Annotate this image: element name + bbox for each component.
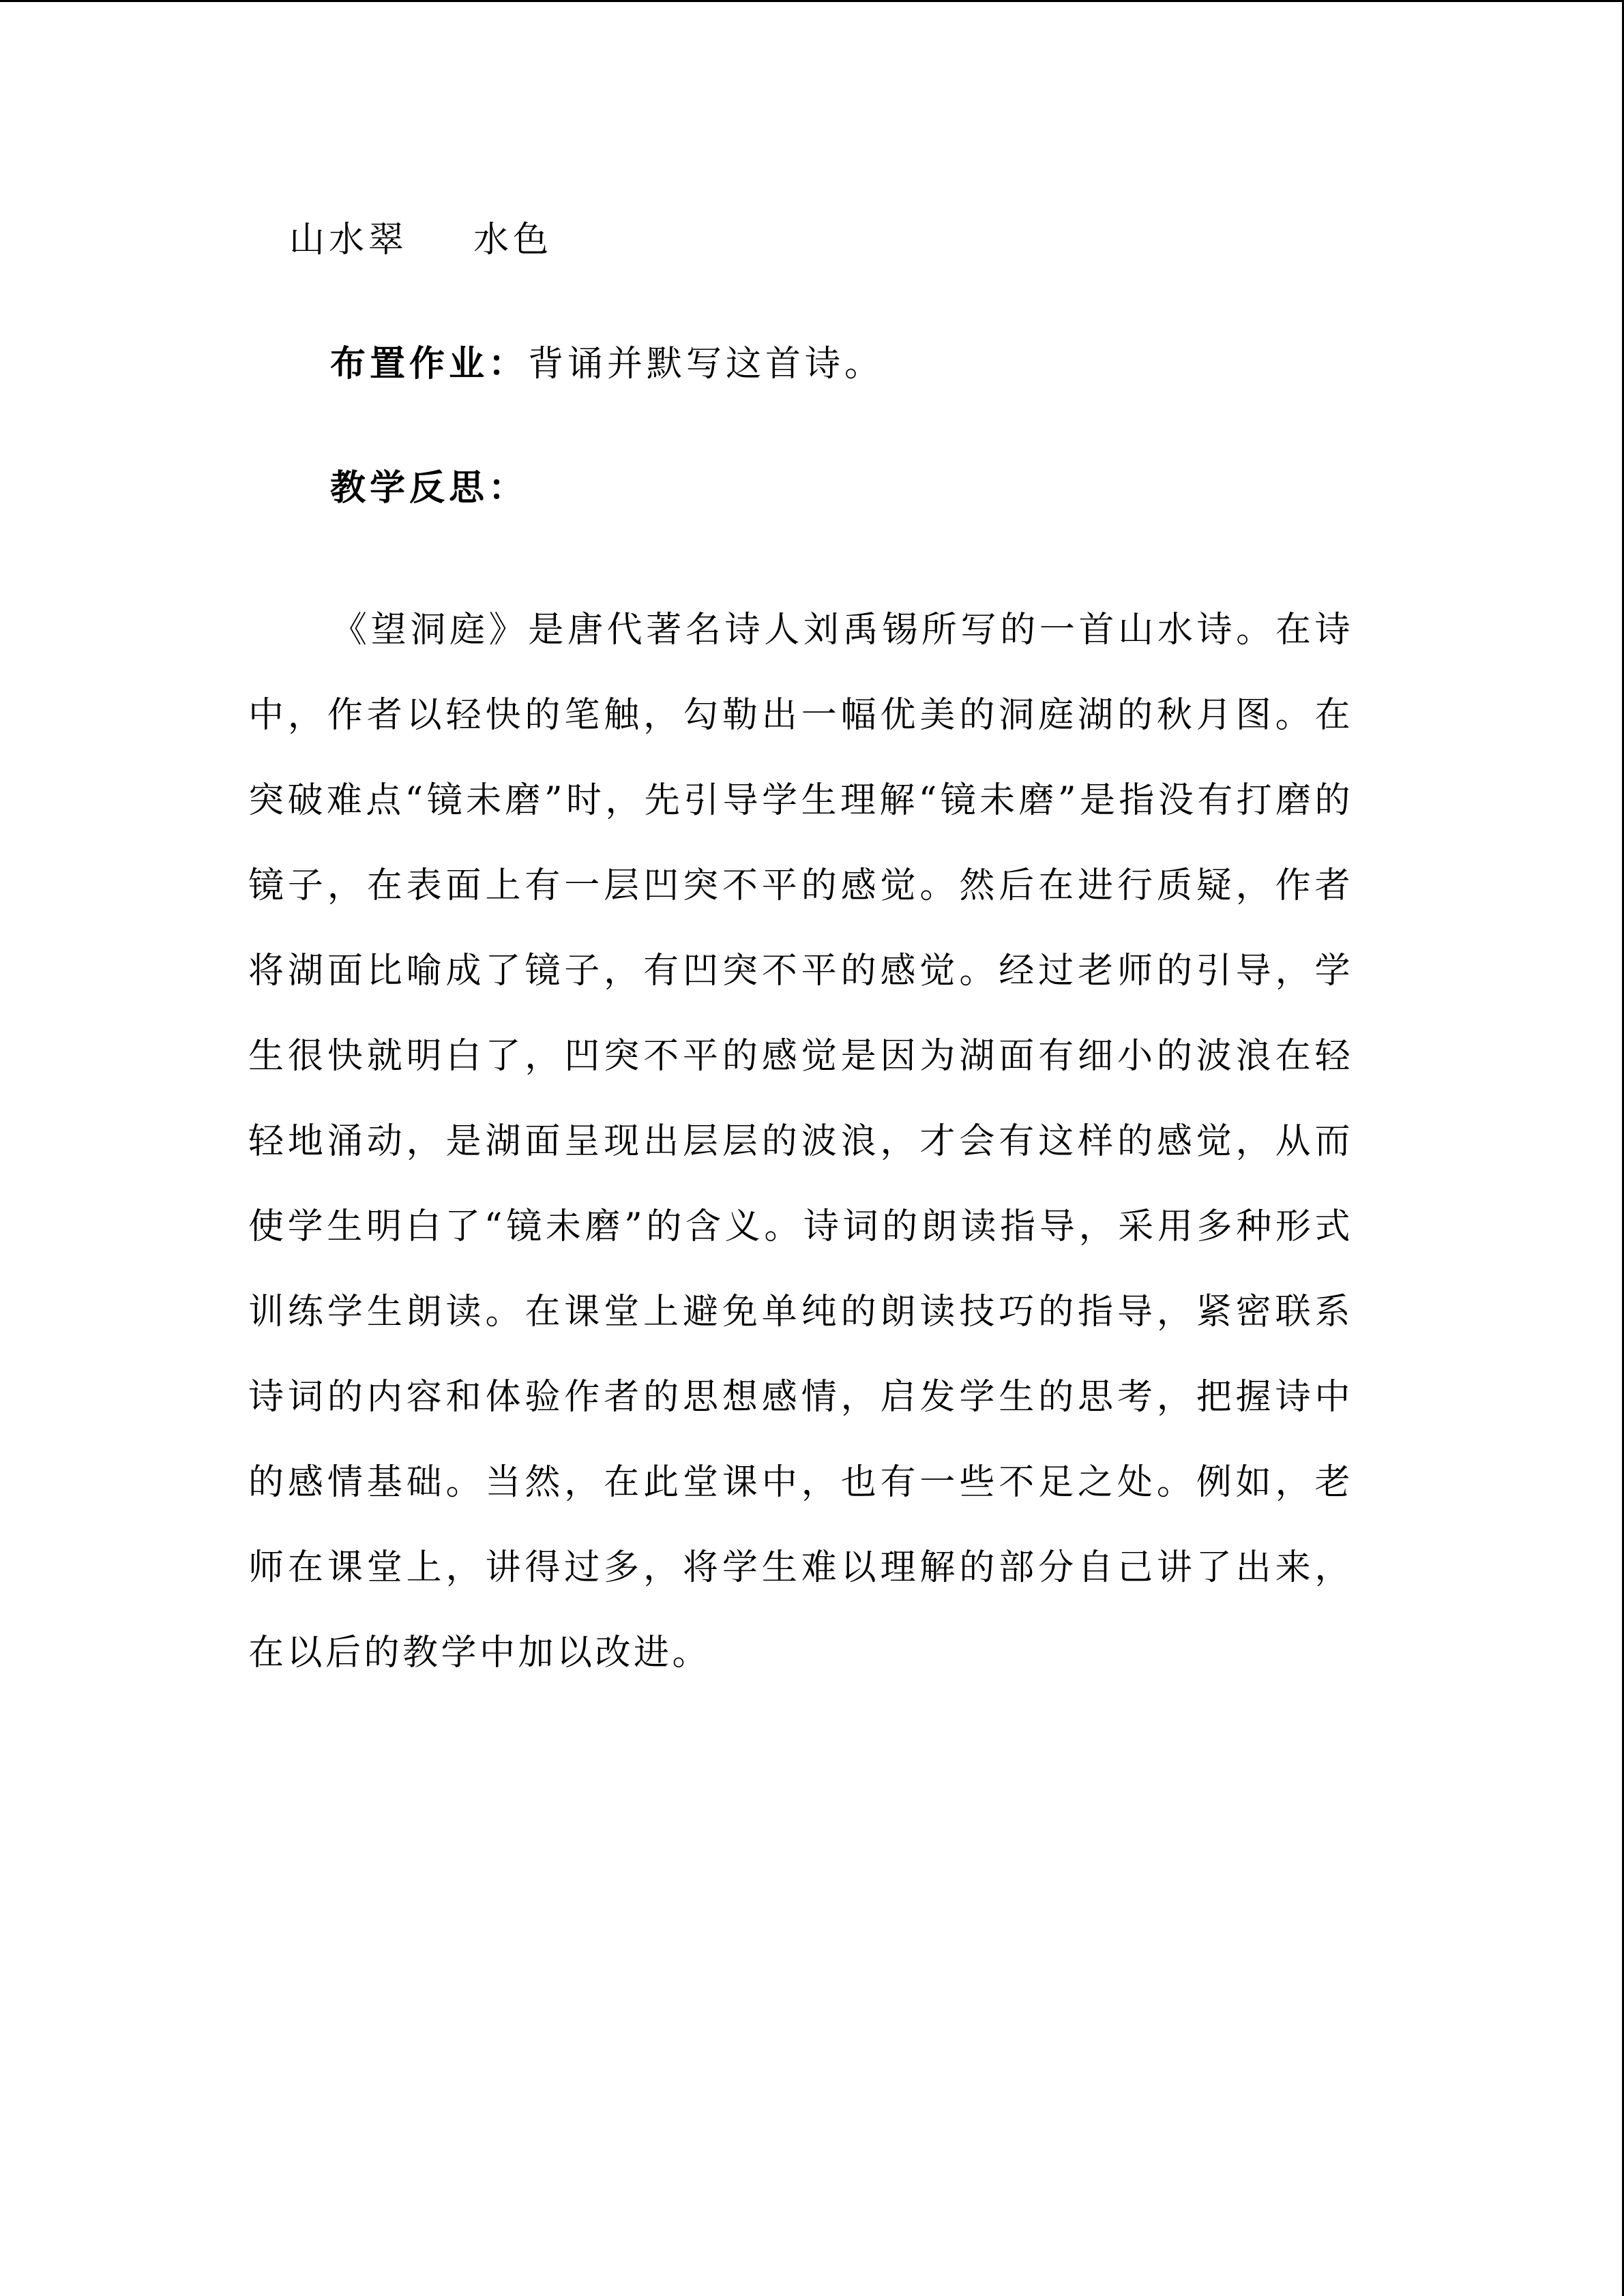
pieces-line — [289, 218, 552, 262]
reflection-label: 教学反思： — [330, 468, 529, 509]
piece-second: 水色 — [473, 220, 553, 260]
piece-first: 山水翠 — [289, 220, 409, 260]
reflection-paragraph: 《望洞庭》是唐代著名诗人刘禹锡所写的一首山水诗。在诗中，作者以轻快的笔触，勾勒出一幅优美的洞庭湖的秋月图。在突破难点“镜未磨”时，先引导学生理解“镜未磨”是指没有打磨的镜子，在表面上有一层凹突不平的感觉。然后在进行质疑，作者将湖面比喻成了镜子，有凹突不平的感觉。经过老师的引导，学生很快就明白了，凹突不平的感觉是因为湖面有细小的波浪在轻轻地涌动，是湖面呈现出层层的波浪，才会有这样的感觉，从而使学生明白了“镜未磨”的含义。诗词的朗读指导，采用多种形式训练学生朗读。在课堂上避免单纯的朗读技巧的指导，紧密联系诗词的内容和体验作者的思想感情，启发学生的思考，把握诗中的感情基础。当然，在此堂课中，也有一些不足之处。例如，老师在课堂上，讲得过多，将学生难以理解的部分自己讲了出来，在以后的教学中加以改进。 — [248, 610, 1353, 1673]
page-top-border — [0, 0, 1624, 2]
reflection-heading-line — [330, 466, 528, 510]
homework-line — [330, 342, 884, 386]
homework-text: 背诵并默写这首诗。 — [528, 344, 885, 385]
homework-label: 布置作业： — [330, 344, 529, 385]
